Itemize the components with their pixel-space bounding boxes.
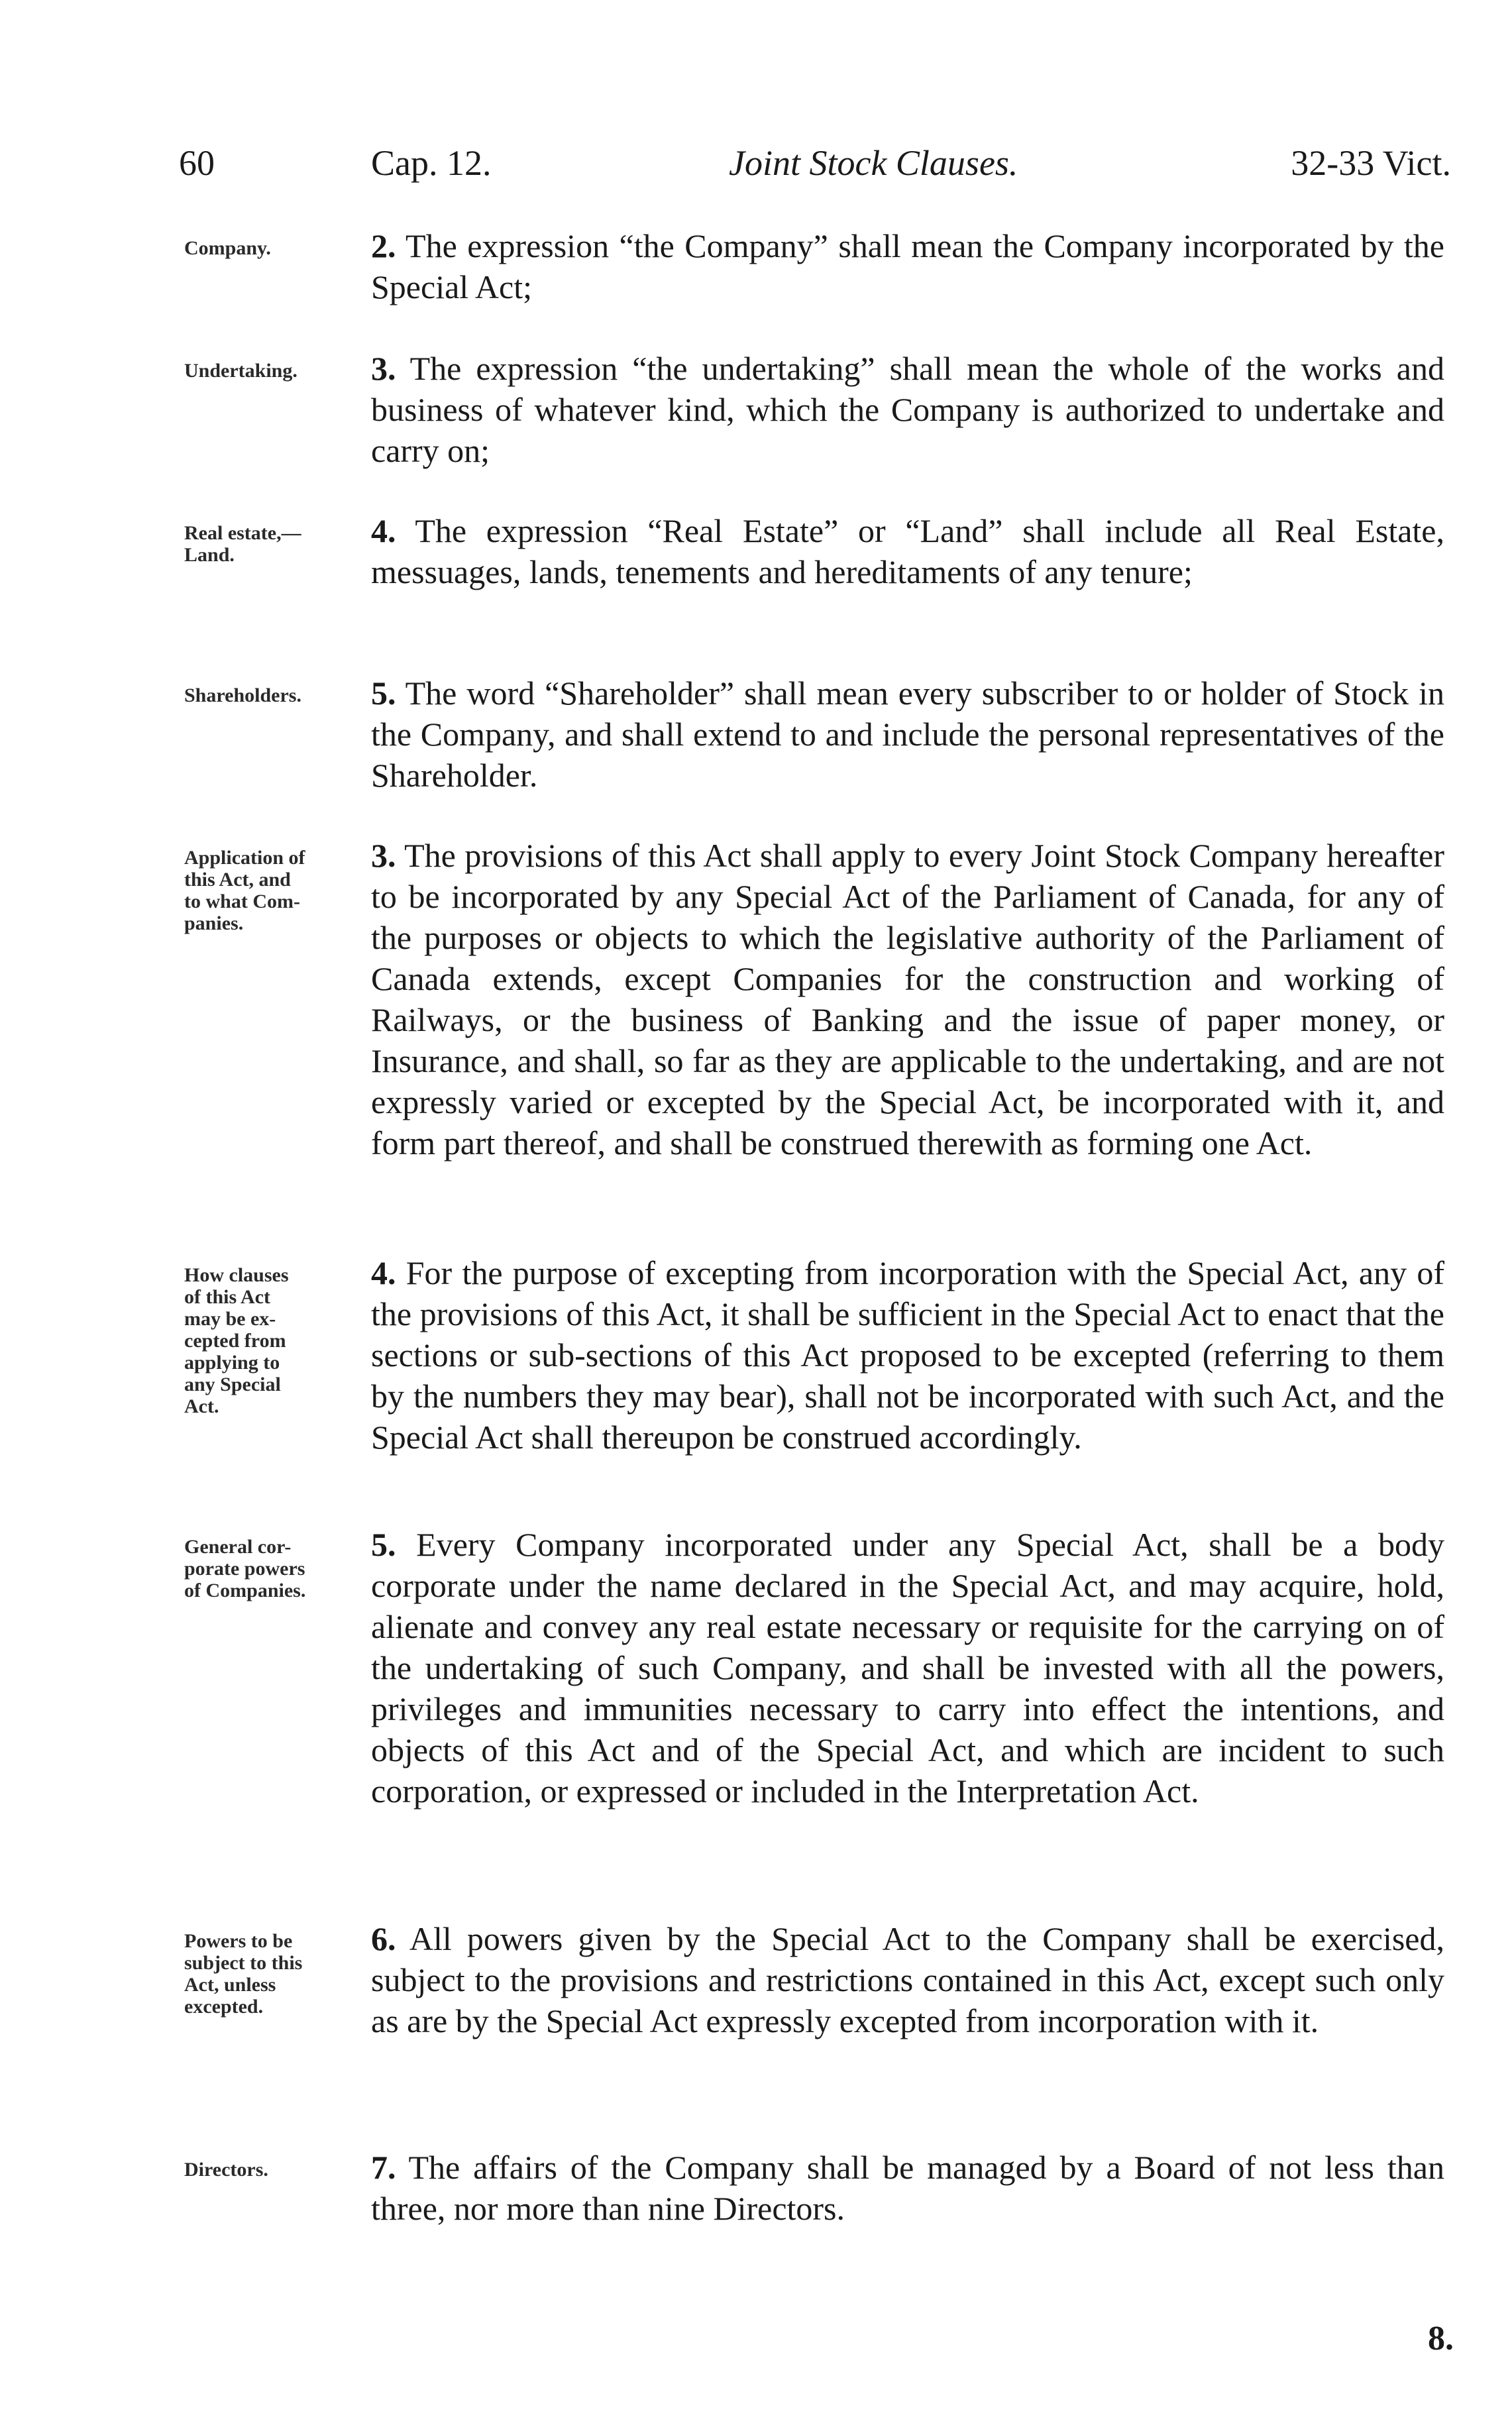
section-number: 3. xyxy=(371,350,396,387)
page-number: 60 xyxy=(179,143,215,183)
chapter-label: Cap. 12. xyxy=(371,143,492,183)
section-body: The expression “the undertaking” shall mean the whole of the works and business of whatever kind, which the Company is authorized to undertake and carry on; xyxy=(371,350,1444,469)
running-header xyxy=(179,142,1451,195)
section-text xyxy=(371,2147,1444,2229)
section-body: The provisions of this Act shall apply to every Joint Stock Company hereafter to be incorporated by any Special Act of the Parliament of Canada, for any of the purposes or objects to which the legislative authority of the Parliament of Canada extends, except Companies for the construction and working of Railways, or the business of Banking and the issue of paper money, or Insurance, and shall, so far as they are applicable to the undertaking, and are not expressly varied or excepted by the Special Act, be incorporated with it, and form part thereof, and shall be construed therewith as forming one Act. xyxy=(371,837,1444,1162)
section-number: 4. xyxy=(371,1254,396,1291)
regnal-year: 32-33 Vict. xyxy=(1291,143,1451,183)
section-number: 7. xyxy=(371,2149,396,2186)
section-text xyxy=(371,835,1444,1163)
catchword: 8. xyxy=(1428,2320,1454,2357)
running-title: Joint Stock Clauses. xyxy=(729,143,1018,183)
section-text xyxy=(371,1524,1444,1811)
section-number: 5. xyxy=(371,675,396,712)
section-body: The word “Shareholder” shall mean every subscriber to or holder of Stock in the Company, and shall extend to and include the personal representatives of the Shareholder. xyxy=(371,675,1444,794)
section-number: 2. xyxy=(371,227,396,264)
section-text xyxy=(371,225,1444,307)
section-text xyxy=(371,1252,1444,1458)
margin-note: Company. xyxy=(184,237,271,259)
section-text xyxy=(371,510,1444,592)
section-body: The expression “Real Estate” or “Land” shall include all Real Estate, messuages, lands, tenements and hereditaments of any tenure; xyxy=(371,512,1444,590)
margin-note: Powers to be subject to this Act, unless excepted. xyxy=(184,1930,303,2018)
margin-note: How clauses of this Act may be ex- cepted from applying to any Special Act. xyxy=(184,1264,289,1417)
section-text xyxy=(371,673,1444,796)
section-number: 3. xyxy=(371,837,396,874)
margin-note: Real estate,— Land. xyxy=(184,522,301,566)
margin-note: Directors. xyxy=(184,2159,268,2181)
section-body: The expression “the Company” shall mean the Company incorporated by the Special Act; xyxy=(371,227,1444,305)
section-body: For the purpose of excepting from incorporation with the Special Act, any of the provisions of this Act, it shall be sufficient in the Special Act to enact that the sections or sub-sections of this Act proposed to be excepted (referring to them by the numbers they may bear), shall not be incorporated with such Act, and the Special Act shall thereupon be construed accordingly. xyxy=(371,1254,1445,1456)
section-number: 4. xyxy=(371,512,396,549)
margin-note: General cor- porate powers of Companies. xyxy=(184,1536,306,1601)
margin-note: Shareholders. xyxy=(184,684,301,706)
section-number: 6. xyxy=(371,1920,396,1957)
section-number: 5. xyxy=(371,1526,396,1563)
section-body: Every Company incorporated under any Special Act, shall be a body corporate under the name declared in the Special Act, and may acquire, hold, alienate and convey any real estate necessary or requisite for the carrying on of the undertaking of such Company, and shall be invested with all the powers, privileges and immunities necessary to carry into effect the intentions, and objects of this Act and of the Special Act, and which are incident to such corporation, or expressed or included in the Interpretation Act. xyxy=(371,1526,1445,1810)
section-text xyxy=(371,348,1444,471)
margin-note: Undertaking. xyxy=(184,360,297,382)
section-body: All powers given by the Special Act to the Company shall be exercised, subject to the provisions and restrictions contained in this Act, except such only as are by the Special Act expressly excepted from incorporation with it. xyxy=(371,1920,1444,2039)
section-text xyxy=(371,1918,1444,2041)
margin-note: Application of this Act, and to what Com- panies. xyxy=(184,847,305,934)
section-body: The affairs of the Company shall be managed by a Board of not less than three, nor more than nine Directors. xyxy=(371,2149,1444,2227)
